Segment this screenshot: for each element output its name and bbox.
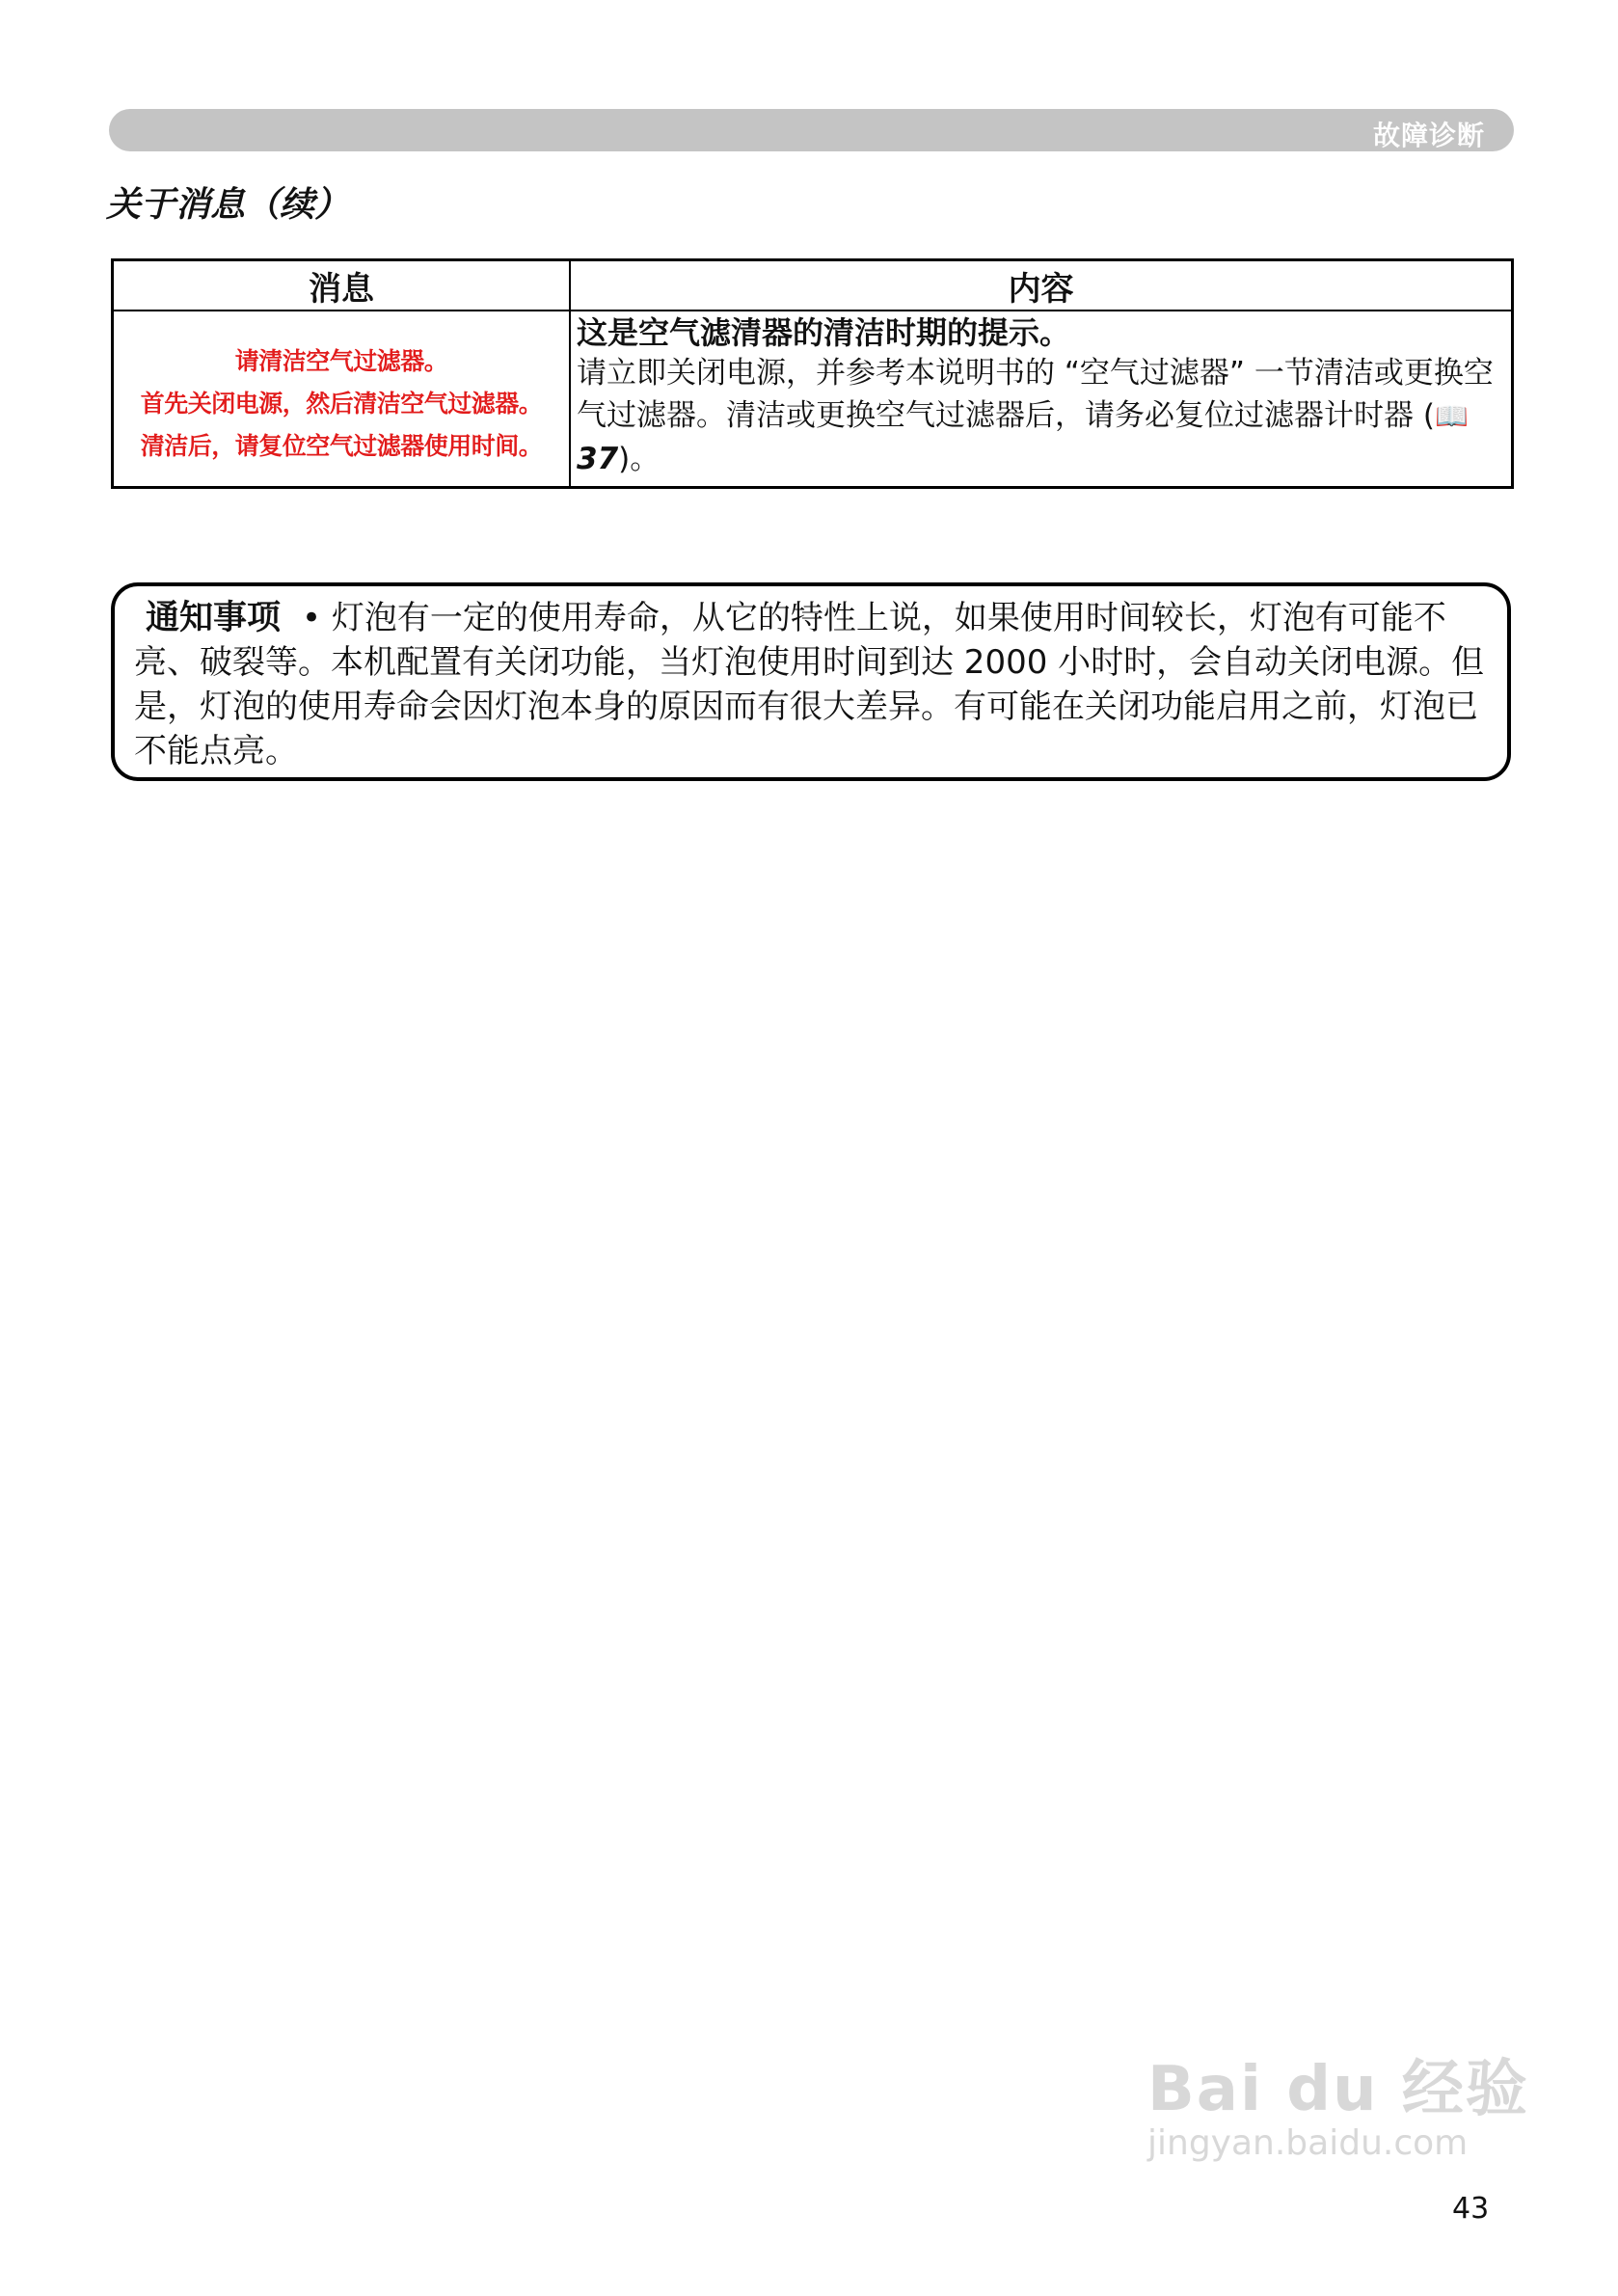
message-line: 清洁后，请复位空气过滤器使用时间。	[140, 432, 543, 460]
notice-box	[111, 582, 1511, 781]
content-body-text: 请立即关闭电源，并参考本说明书的 “空气过滤器” 一节清洁或更换空气过滤器。清洁或更换空气过滤器后，请务必复位过滤器计时器 (	[577, 356, 1494, 433]
message-table	[111, 258, 1514, 489]
table-header-row	[113, 260, 1513, 311]
column-header-content: 内容	[570, 260, 1513, 311]
message-line: 首先关闭电源，然后清洁空气过滤器。	[140, 390, 543, 418]
message-line: 请清洁空气过滤器。	[234, 347, 448, 375]
watermark-url: jingyan.baidu.com	[1147, 2123, 1469, 2163]
column-header-message: 消息	[113, 260, 571, 311]
book-icon: 📖	[1434, 400, 1469, 432]
content-body	[577, 352, 1501, 480]
page-reference: 37	[577, 442, 619, 476]
content-cell	[570, 311, 1513, 488]
message-cell	[113, 311, 571, 488]
section-label: 故障诊断	[1372, 120, 1485, 151]
notice-label: 通知事项	[146, 599, 282, 637]
section-header-bar	[109, 109, 1514, 151]
content-body-tail: )。	[618, 442, 661, 476]
notice-text: • 灯泡有一定的使用寿命，从它的特性上说，如果使用时间较长，灯泡有可能不亮、破裂等。本机配置有关闭功能，当灯泡使用时间到达 2000 小时时，会自动关闭电源。但是，灯泡的使用寿命会因灯泡本身的原因而有很大差异。有可能在关闭功能启用之前，灯泡已不能点亮。	[134, 599, 1485, 770]
page-title: 关于消息（续）	[106, 185, 350, 225]
table-row	[113, 311, 1513, 488]
page-number: 43	[1452, 2192, 1490, 2226]
watermark-logo: Bai du 经验	[1147, 2054, 1529, 2125]
content-heading: 这是空气滤清器的清洁时期的提示。	[577, 314, 1071, 351]
